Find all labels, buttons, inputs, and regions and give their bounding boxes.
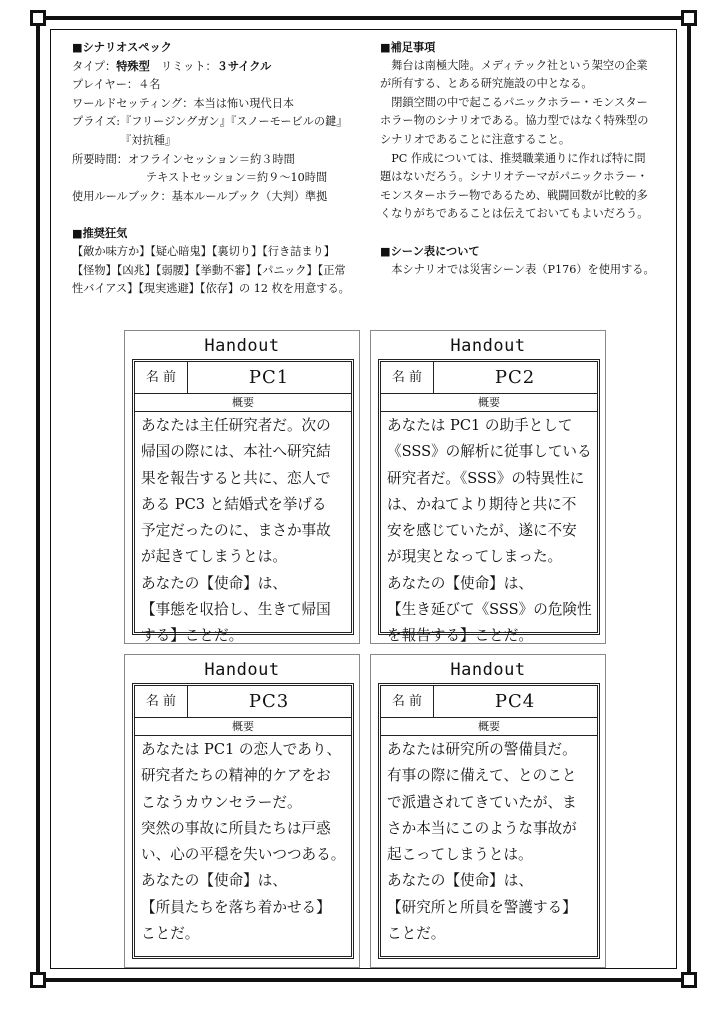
notes-line: シナリオであることに注意すること。 <box>380 132 571 146</box>
handout-card-pc1 <box>124 330 360 644</box>
name-label: 名 前 <box>135 362 188 393</box>
handout-text <box>141 737 349 947</box>
handout-line: 安を感じていたが、遂に不安 <box>387 522 577 540</box>
limit-value: ３サイクル <box>216 58 272 73</box>
madness-line: 性バイアス】【現実逃避】【依存】の 12 枚を用意する。 <box>72 282 350 296</box>
notes-column <box>380 38 672 279</box>
type-line <box>72 57 372 77</box>
handout-line: い、心の平穏を失いつつある。 <box>141 846 346 864</box>
handout-card-pc2 <box>370 330 606 644</box>
time-line: 所要時間：オフラインセッション＝約３時間 <box>72 152 295 166</box>
players-line: プレイヤー：４名 <box>72 78 161 92</box>
handout-text <box>141 413 349 650</box>
name-row <box>381 362 597 394</box>
handout-line: 起こってしまうとは。 <box>387 846 533 864</box>
rulebook-line: 使用ルールブック：基本ルールブック（大判）準拠 <box>72 189 328 203</box>
corner-ornament <box>681 10 697 26</box>
name-row <box>381 686 597 718</box>
corner-ornament <box>681 972 697 988</box>
summary-label: 概要 <box>135 719 351 736</box>
handout-box <box>378 359 600 645</box>
handout-line: ある PC3 と結婚式を挙げる <box>141 495 327 513</box>
name-row <box>135 362 351 394</box>
handout-line: 予定だったのに、まさか事故 <box>141 522 331 540</box>
prizes-line-2: 『対抗種』 <box>120 133 177 147</box>
handout-line: 研究者だ。《SSS》の特異性に <box>387 469 585 487</box>
notes-line: PC 作成については、推奨職業通りに作れば特に問 <box>391 151 646 165</box>
handout-line: 果を報告すると共に、恋人で <box>141 469 331 487</box>
handout-line: あなたの【使命】は、 <box>387 574 533 592</box>
notes-heading: ■補足事項 <box>380 40 436 54</box>
pc-name: PC3 <box>248 691 290 712</box>
handout-line: ことだ。 <box>141 925 200 943</box>
name-label: 名 前 <box>381 686 434 717</box>
scenario-spec-column <box>72 38 372 299</box>
pc-name: PC2 <box>494 367 536 388</box>
handout-line: 《SSS》の解析に従事している <box>387 443 592 461</box>
summary-label: 概要 <box>381 395 597 412</box>
corner-ornament <box>30 10 46 26</box>
madness-heading: ■推奨狂気 <box>72 226 128 241</box>
handout-line: 帰国の際には、本社へ研究結 <box>141 443 331 461</box>
handout-line: 【事態を収拾し、生きて帰国 <box>141 601 331 619</box>
handout-line: で派遣されてきていたが、ま <box>387 793 577 811</box>
scene-text: 本シナリオでは災害シーン表（P176）を使用する。 <box>391 262 655 276</box>
madness-line: 【怪物】【凶兆】【弱腰】【挙動不審】【パニック】【正常 <box>72 263 346 277</box>
notes-line: ホラー物のシナリオである。協力型ではなく特殊型の <box>380 114 649 128</box>
notes-line: が所有する、とある研究施設の中となる。 <box>380 77 593 91</box>
scene-heading: ■シーン表について <box>380 243 480 258</box>
corner-ornament <box>30 972 46 988</box>
type-label: タイプ： <box>72 59 117 73</box>
handout-title: Handout <box>204 660 280 680</box>
handout-box <box>132 683 354 959</box>
handout-title: Handout <box>450 660 526 680</box>
handout-line: ことだ。 <box>387 925 446 943</box>
pc-name: PC1 <box>248 367 290 388</box>
handout-line: 【所員たちを落ち着かせる】 <box>141 898 331 916</box>
handout-line: 【研究所と所員を警護する】 <box>387 898 577 916</box>
handout-line: 有事の際に備えて、とのこと <box>387 767 577 785</box>
handout-line: 【生き延びて《SSS》の危険性 <box>387 601 592 619</box>
handout-text <box>387 413 595 650</box>
handout-line: こなうカウンセラーだ。 <box>141 793 302 811</box>
handout-box <box>132 359 354 645</box>
summary-label: 概要 <box>135 395 351 412</box>
limit-label: リミット： <box>160 59 217 73</box>
pc-name: PC4 <box>494 691 536 712</box>
handout-card-pc4 <box>370 654 606 968</box>
handout-line: あなたの【使命】は、 <box>141 872 287 890</box>
handout-line: あなたは主任研究者だ。次の <box>141 417 331 434</box>
handout-title: Handout <box>450 336 526 356</box>
world-setting-line: ワールドセッティング：本当は怖い現代日本 <box>72 96 295 110</box>
handout-line: あなたは PC1 の恋人であり、 <box>141 741 342 758</box>
handout-line: さか本当にこのような事故が <box>387 819 577 837</box>
handout-text <box>387 737 595 947</box>
handout-line: 突然の事故に所員たちは戸惑 <box>141 819 331 837</box>
handout-line: を報告する】ことだ。 <box>387 627 533 645</box>
handout-line: あなたの【使命】は、 <box>387 872 533 890</box>
notes-line: 舞台は南極大陸。メディテック社という架空の企業 <box>391 58 648 72</box>
handout-line: 研究者たちの精神的ケアをお <box>141 767 331 785</box>
notes-line: 閉鎖空間の中で起こるパニックホラー・モンスター <box>391 95 648 109</box>
notes-line: くなりがちであることは伝えておいてもよいだろう。 <box>380 207 649 221</box>
prizes-line: プライズ:『フリージングガン』『スノーモービルの鍵』 <box>72 115 348 129</box>
summary-label: 概要 <box>381 719 597 736</box>
notes-line: 題はないだろう。シナリオテーマがパニックホラー・ <box>380 170 648 184</box>
handout-line: は、かねてより期待と共に不 <box>387 495 577 513</box>
type-value: 特殊型 <box>116 58 150 73</box>
handout-line: が起きてしまうとは。 <box>141 548 287 566</box>
handout-title: Handout <box>204 336 280 356</box>
name-label: 名 前 <box>135 686 188 717</box>
notes-line: モンスターホラー物であるため、戦闘回数が比較的多 <box>380 188 648 202</box>
handout-line: あなたは PC1 の助手として <box>387 417 573 434</box>
handout-line: する】ことだ。 <box>141 627 244 645</box>
time-line-2: テキストセッション＝約９～10時間 <box>145 171 328 185</box>
handout-card-pc3 <box>124 654 360 968</box>
spec-heading: ■シナリオスペック <box>72 40 172 54</box>
madness-line: 【敵か味方か】【疑心暗鬼】【裏切り】【行き詰まり】 <box>72 244 335 258</box>
handout-line: あなたは研究所の警備員だ。 <box>387 741 577 758</box>
handout-line: あなたの【使命】は、 <box>141 574 287 592</box>
name-row <box>135 686 351 718</box>
name-label: 名 前 <box>381 362 434 393</box>
handout-box <box>378 683 600 959</box>
handout-line: が現実となってしまった。 <box>387 548 563 566</box>
